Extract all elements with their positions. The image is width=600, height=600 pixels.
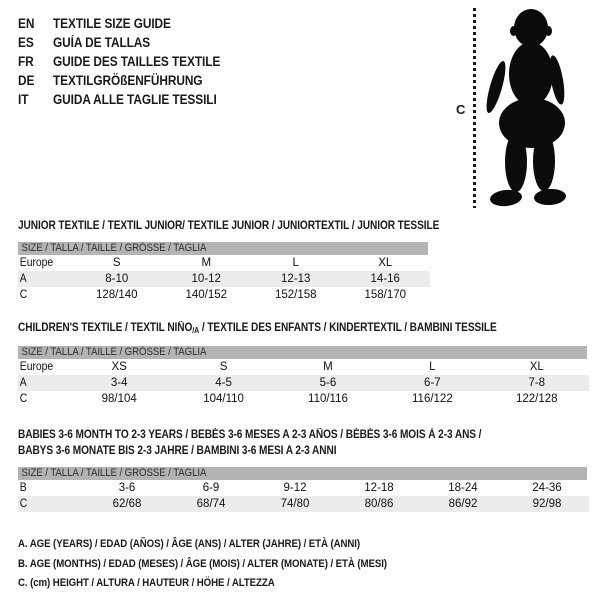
footnote-b: B. AGE (MONTHS) / EDAD (MESES) / ÂGE (MOIS) / ALTER (MONATE) / ETÀ (MESI)	[18, 557, 387, 570]
table-row	[18, 391, 589, 407]
table-cell: 68/74	[196, 498, 226, 510]
table-cell: 18-24	[448, 482, 478, 494]
table-cell: XS	[111, 361, 127, 373]
footnote-a: A. AGE (YEARS) / EDAD (AÑOS) / ÂGE (ANS) / ALTER (JAHRE) / ETÀ (ANNI)	[18, 538, 361, 550]
size-header-text: SIZE / TALLA / TAILLE / GRÖSSE / TAGLIA	[21, 242, 207, 254]
table-cell: 24-36	[532, 482, 562, 494]
junior-size-table	[18, 255, 430, 303]
size-header-bar-children	[18, 346, 587, 359]
table-cell: 9-12	[283, 482, 307, 494]
row-label-cell: A	[19, 377, 27, 389]
size-header-text: SIZE / TALLA / TAILLE / GRÖSSE / TAGLIA	[21, 346, 207, 358]
section-title-babies	[18, 427, 481, 459]
language-code: EN	[18, 16, 35, 31]
row-label-cell: Europe	[19, 361, 54, 373]
table-cell: 8-10	[105, 273, 129, 285]
guide-title-de: TEXTILGRÖßENFÜHRUNG	[53, 73, 203, 88]
table-cell: 5-6	[319, 377, 337, 389]
footnotes	[18, 534, 600, 593]
table-cell: 14-16	[370, 273, 400, 285]
table-row	[18, 480, 589, 496]
size-header-bar-junior	[18, 242, 428, 255]
table-cell: 3-4	[110, 377, 128, 389]
table-cell: 7-8	[528, 377, 546, 389]
guide-title-en: TEXTILE SIZE GUIDE	[53, 16, 171, 31]
language-code: IT	[18, 92, 29, 107]
section-title-junior: JUNIOR TEXTILE / TEXTIL JUNIOR/ TEXTILE JUNIOR / JUNIORTEXTIL / JUNIOR TESSILE	[18, 220, 440, 232]
table-cell: 6-7	[424, 377, 441, 389]
table-cell: 92/98	[532, 498, 562, 510]
table-cell: 98/104	[101, 393, 137, 405]
language-code: DE	[18, 73, 35, 88]
table-cell: 152/158	[274, 289, 317, 301]
section-title-line1: BABIES 3-6 MONTH TO 2-3 YEARS / BEBÉS 3-6 MESES A 2-3 AÑOS / BÉBÉS 3-6 MOIS À 2-3 ANS /	[18, 429, 482, 441]
table-cell: XL	[529, 361, 544, 373]
table-cell: M	[323, 361, 333, 373]
language-row-es	[18, 33, 243, 52]
language-code: ES	[18, 35, 34, 50]
table-cell: 3-6	[118, 482, 136, 494]
language-row-it	[18, 90, 243, 109]
table-row	[18, 375, 589, 391]
table-cell: 158/170	[364, 289, 407, 301]
table-cell: 12-18	[364, 482, 394, 494]
guide-title-es: GUÍA DE TALLAS	[53, 35, 151, 50]
section-title-text: CHILDREN'S TEXTILE / TEXTIL NIÑO	[18, 322, 193, 334]
row-label-cell: C	[19, 393, 28, 405]
table-cell: 128/140	[95, 289, 138, 301]
language-row-fr	[18, 52, 243, 71]
table-cell: 6-9	[202, 482, 220, 494]
language-row-de	[18, 71, 243, 90]
table-cell: 80/86	[364, 498, 394, 510]
height-measure-label: C	[456, 102, 466, 117]
table-cell: M	[201, 257, 212, 269]
row-label-cell: C	[19, 498, 28, 510]
footnote-c: C. (cm) HEIGHT / ALTURA / HAUTEUR / HÖHE / ALTEZZA	[18, 577, 275, 589]
table-cell: 4-5	[215, 377, 232, 389]
row-label-cell: B	[19, 482, 27, 494]
language-list	[18, 14, 243, 109]
row-label-cell: A	[19, 273, 27, 285]
section-title-text: / TEXTILE DES ENFANTS / KINDERTEXTIL / BAMBINI TESSILE	[199, 322, 497, 334]
table-cell: 140/152	[185, 289, 228, 301]
table-cell: 62/68	[112, 498, 142, 510]
guide-title-it: GUIDA ALLE TAGLIE TESSILI	[53, 92, 217, 107]
table-cell: 104/110	[203, 393, 244, 405]
table-row	[18, 287, 430, 303]
language-code: FR	[18, 54, 34, 69]
children-size-table	[18, 359, 589, 407]
table-row	[18, 255, 430, 271]
row-label-cell: Europe	[19, 257, 54, 269]
table-cell: 116/122	[412, 393, 453, 405]
language-row-en	[18, 14, 243, 33]
table-cell: 86/92	[448, 498, 478, 510]
size-header-bar-babies	[18, 467, 587, 480]
section-title-subscript: /A	[192, 326, 200, 335]
table-cell: 10-12	[191, 273, 221, 285]
table-cell: L	[429, 361, 436, 373]
guide-title-fr: GUIDE DES TAILLES TEXTILE	[53, 54, 221, 69]
toddler-silhouette	[480, 6, 580, 210]
table-row	[18, 496, 589, 512]
row-label-cell: C	[19, 289, 28, 301]
height-measure-dashed-line	[473, 8, 476, 208]
table-cell: S	[112, 257, 121, 269]
table-cell: 122/128	[515, 393, 558, 405]
table-cell: 12-13	[281, 273, 311, 285]
table-cell: 74/80	[280, 498, 310, 510]
section-title-line2: BABYS 3-6 MONATE BIS 2-3 JAHRE / BAMBINI 3-6 MESI A 2-3 ANNI	[18, 445, 337, 457]
table-row	[18, 359, 589, 375]
section-title-children	[18, 320, 497, 339]
babies-size-table	[18, 480, 589, 512]
table-row	[18, 271, 430, 287]
table-cell: L	[292, 257, 299, 269]
table-cell: 110/116	[308, 393, 348, 405]
size-header-text: SIZE / TALLA / TAILLE / GRÖSSE / TAGLIA	[21, 467, 207, 479]
table-cell: S	[219, 361, 228, 373]
table-cell: XL	[378, 257, 393, 269]
